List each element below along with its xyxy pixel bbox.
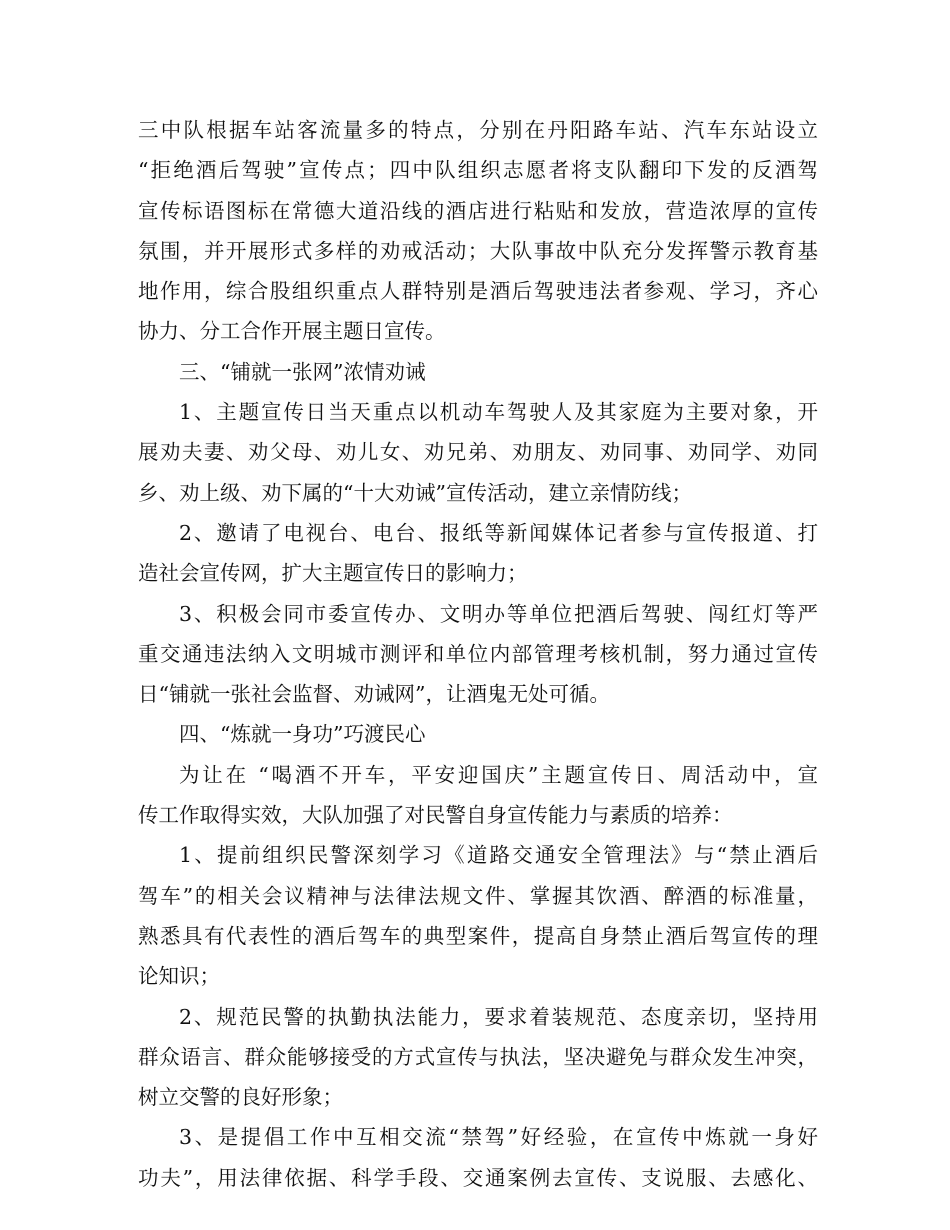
text-line: 1、主题宣传日当天重点以机动车驾驶人及其家庭为主要对象，开 [179, 400, 818, 425]
text-line: 1、提前组织民警深刻学习《道路交通安全管理法》与“禁止酒后 [179, 843, 818, 868]
text-line: 2、规范民警的执勤执法能力，要求着装规范、态度亲切，坚持用 [179, 1004, 818, 1029]
text-line: 地作用，综合股组织重点人群特别是酒后驾驶违法者参观、学习，齐心 [138, 279, 818, 304]
text-line: 驾车”的相关会议精神与法律法规文件、掌握其饮酒、醉酒的标准量， [138, 883, 818, 908]
text-line: 重交通违法纳入文明城市测评和单位内部管理考核机制，努力通过宣传 [138, 641, 818, 666]
text-line: 3、是提倡工作中互相交流“禁驾”好经验，在宣传中炼就一身好 [179, 1125, 818, 1150]
text-line: 熟悉具有代表性的酒后驾车的典型案件，提高自身禁止酒后驾宣传的理 [138, 923, 818, 948]
text-line: 乡、劝上级、劝下属的“十大劝诫”宣传活动，建立亲情防线； [138, 480, 692, 505]
text-line: 三、“铺就一张网”浓情劝诫 [179, 359, 426, 384]
text-line: 造社会宣传网，扩大主题宣传日的影响力； [138, 561, 528, 586]
text-line: 宣传标语图标在常德大道沿线的酒店进行粘贴和发放，营造浓厚的宣传 [138, 198, 818, 223]
text-line: 3、积极会同市委宣传办、文明办等单位把酒后驾驶、闯红灯等严 [179, 601, 818, 626]
text-line: 四、“炼就一身功”巧渡民心 [179, 722, 426, 747]
document-body [138, 110, 818, 1198]
text-line: 2、邀请了电视台、电台、报纸等新闻媒体记者参与宣传报道、打 [179, 520, 818, 545]
text-line: 功夫”，用法律依据、科学手段、交通案例去宣传、支说服、去感化、 [138, 1165, 818, 1190]
text-line: 树立交警的良好形象； [138, 1085, 343, 1110]
text-line: 群众语言、群众能够接受的方式宣传与执法，坚决避免与群众发生冲突， [138, 1044, 818, 1069]
text-line: 日“铺就一张社会监督、劝诫网”，让酒鬼无处可循。 [138, 682, 610, 707]
text-line: 论知识； [138, 964, 220, 989]
text-line: 展劝夫妻、劝父母、劝儿女、劝兄弟、劝朋友、劝同事、劝同学、劝同 [138, 440, 818, 465]
text-line: 三中队根据车站客流量多的特点，分别在丹阳路车站、汽车东站设立 [138, 118, 818, 142]
text-line: “拒绝酒后驾驶”宣传点；四中队组织志愿者将支队翻印下发的反酒驾 [138, 158, 818, 183]
text-line: 为让在 “喝酒不开车，平安迎国庆”主题宣传日、周活动中，宣 [179, 762, 818, 787]
text-line: 传工作取得实效，大队加强了对民警自身宣传能力与素质的培养： [138, 803, 733, 828]
text-line: 协力、分工合作开展主题日宣传。 [138, 319, 446, 344]
text-line: 氛围，并开展形式多样的劝戒活动；大队事故中队充分发挥警示教育基 [138, 238, 818, 263]
